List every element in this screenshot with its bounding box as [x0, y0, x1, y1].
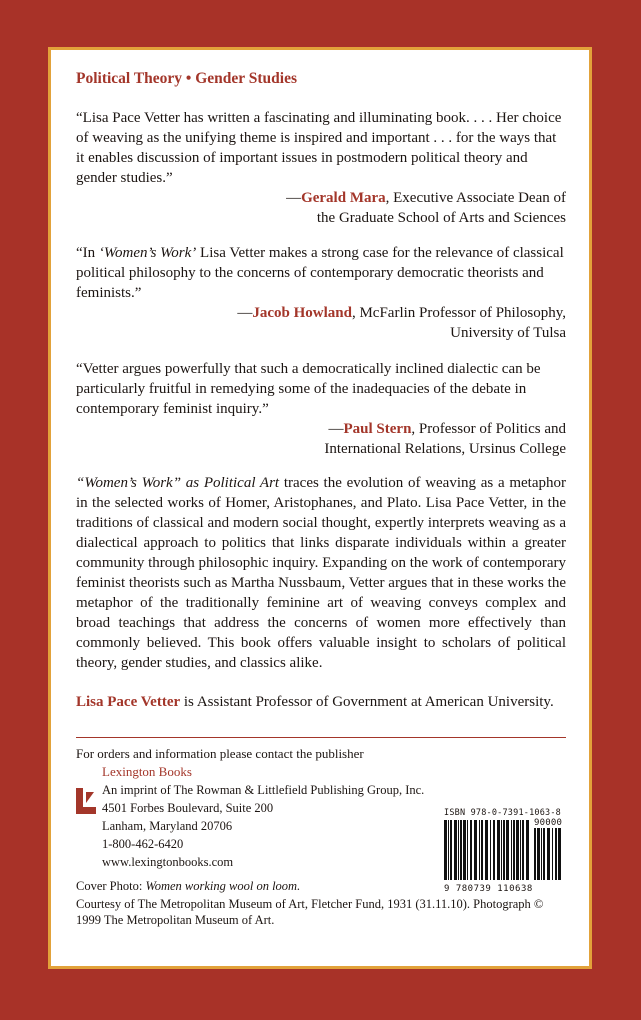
barcode-bar — [479, 820, 480, 880]
book-title: “Women’s Work” as Political Art — [76, 475, 280, 491]
barcode-bar — [506, 820, 509, 880]
barcode-bar — [526, 820, 529, 880]
price-barcode-bars — [534, 828, 562, 880]
barcode-bar — [458, 820, 459, 880]
quote-1-affiliation-1: , Executive Associate Dean of — [385, 190, 566, 206]
quote-2-title: ‘Women’s Work’ — [98, 245, 197, 261]
barcode-bar — [493, 820, 495, 880]
quote-3-author: Paul Stern — [343, 421, 412, 437]
barcode-bar — [543, 828, 545, 880]
barcode-bar — [501, 820, 502, 880]
barcode-bar — [511, 820, 512, 880]
barcode-bar — [485, 820, 488, 880]
barcode-bar — [448, 820, 449, 880]
barcode-bar — [444, 820, 447, 880]
barcode-bar — [460, 820, 462, 880]
author-name: Lisa Pace Vetter — [76, 694, 181, 710]
publisher-intro: For orders and information please contact the publisher — [76, 746, 364, 761]
barcode-bar — [470, 820, 472, 880]
quote-3-attribution: —Paul Stern, Professor of Politics and International Relations, Ursinus College — [324, 421, 566, 457]
barcode-bar — [454, 820, 457, 880]
quote-2-text — [76, 243, 566, 303]
barcode-bar — [555, 828, 557, 880]
quote-3-text: “Vetter argues powerfully that such a democratically inclined dialectic can be particularly fruitful in remedying some of the inadequacies of the debate in contemporary feminist inquiry.” — [76, 361, 541, 417]
barcode-bar — [537, 828, 540, 880]
quote-1-author: Gerald Mara — [301, 190, 386, 206]
author-bio — [76, 692, 566, 712]
courtesy-credit: Courtesy of The Metropolitan Museum of Art, Fletcher Fund, 1931 (31.11.10). Photograph © 1999 The Metropolitan Museum of Art. — [76, 897, 544, 927]
quote-2-prefix: “In — [76, 245, 99, 261]
quote-3-affiliation-2: International Relations, Ursinus College — [324, 441, 566, 457]
quote-3-affiliation-1: , Professor of Politics and — [411, 421, 566, 437]
photo-title: Women working wool on loom. — [145, 879, 301, 893]
barcode-bar — [534, 828, 536, 880]
publisher-imprint: An imprint of The Rowman & Littlefield Publishing Group, Inc. — [102, 783, 425, 797]
lexington-logo-icon — [76, 788, 96, 814]
author-bio-text: is Assistant Professor of Government at American University. — [180, 694, 554, 710]
description-body: traces the evolution of weaving as a metaphor in the selected works of Homer, Aristophanes, and Plato. Lisa Pace Vetter, in the traditions of classical and modern social thought, expertly interprets weaving as a dialectical approach to politics that links disparate individuals within a greater community through philosophic inquiry. Expanding on the work of contemporary feminist theorists such as Martha Nussbaum, Vetter argues that in these works the metaphor of the traditionally feminine art of weaving conveys complex and broad teachings that address the concerns of women more effectively than commonly believed. This book offers valuable insight to scholars of political theory, gender studies, and classics alike. — [76, 475, 566, 671]
ean-barcode-bars — [444, 820, 530, 880]
quote-2-author: Jacob Howland — [252, 305, 352, 321]
isbn-label: ISBN 978-0-7391-1063-8 — [444, 808, 561, 818]
barcode-bar — [541, 828, 542, 880]
quote-2-affiliation-1: , McFarlin Professor of Philosophy, — [351, 305, 566, 321]
barcode-bar — [481, 820, 483, 880]
barcode-bar — [503, 820, 505, 880]
price-code: 90000 — [534, 818, 563, 828]
barcode-bar — [516, 820, 519, 880]
photo-label: Cover Photo: — [76, 879, 146, 893]
barcode-digits: 9 780739 110638 — [444, 884, 533, 894]
quote-2-rest: Lisa Vetter makes a strong case for the relevance of classical political philosophy to the concerns of contemporary democratic theorists and feminists.” — [76, 245, 564, 301]
publisher-address-2: Lanham, Maryland 20706 — [102, 819, 233, 833]
publisher-address-1: 4501 Forbes Boulevard, Suite 200 — [102, 801, 274, 815]
barcode-bar — [450, 820, 452, 880]
barcode-bar — [490, 820, 491, 880]
cover-photo-credit — [76, 878, 300, 894]
barcode-bar — [474, 820, 477, 880]
barcode-bar — [497, 820, 500, 880]
barcode-bar — [552, 828, 553, 880]
barcode-bar — [463, 820, 466, 880]
back-cover-panel — [48, 47, 592, 969]
quote-2-affiliation-2: University of Tulsa — [450, 325, 566, 341]
barcode-bar — [513, 820, 515, 880]
barcode-bar — [520, 820, 521, 880]
publisher-name: Lexington Books — [102, 764, 192, 779]
quote-1-affiliation-2: the Graduate School of Arts and Sciences — [316, 210, 566, 226]
quote-2-attribution: —Jacob Howland, McFarlin Professor of Philosophy, University of Tulsa — [237, 305, 566, 341]
book-description — [76, 473, 566, 673]
section-divider — [76, 737, 566, 738]
barcode-bar — [547, 828, 550, 880]
isbn-barcode — [444, 808, 564, 894]
barcode-bar — [522, 820, 524, 880]
publisher-website: www.lexingtonbooks.com — [102, 855, 234, 869]
publisher-phone: 1-800-462-6420 — [102, 837, 184, 851]
barcode-bar — [558, 828, 561, 880]
quote-1-text: “Lisa Pace Vetter has written a fascinating and illuminating book. . . . Her choice of weaving as the unifying theme is inspired and important . . . for the ways that it enables discussion of important issues in postmodern political theory and gender studies.” — [76, 110, 562, 186]
category-heading: Political Theory • Gender Studies — [76, 70, 297, 87]
barcode-bar — [467, 820, 468, 880]
quote-1-attribution: —Gerald Mara, Executive Associate Dean of the Graduate School of Arts and Sciences — [286, 190, 566, 226]
